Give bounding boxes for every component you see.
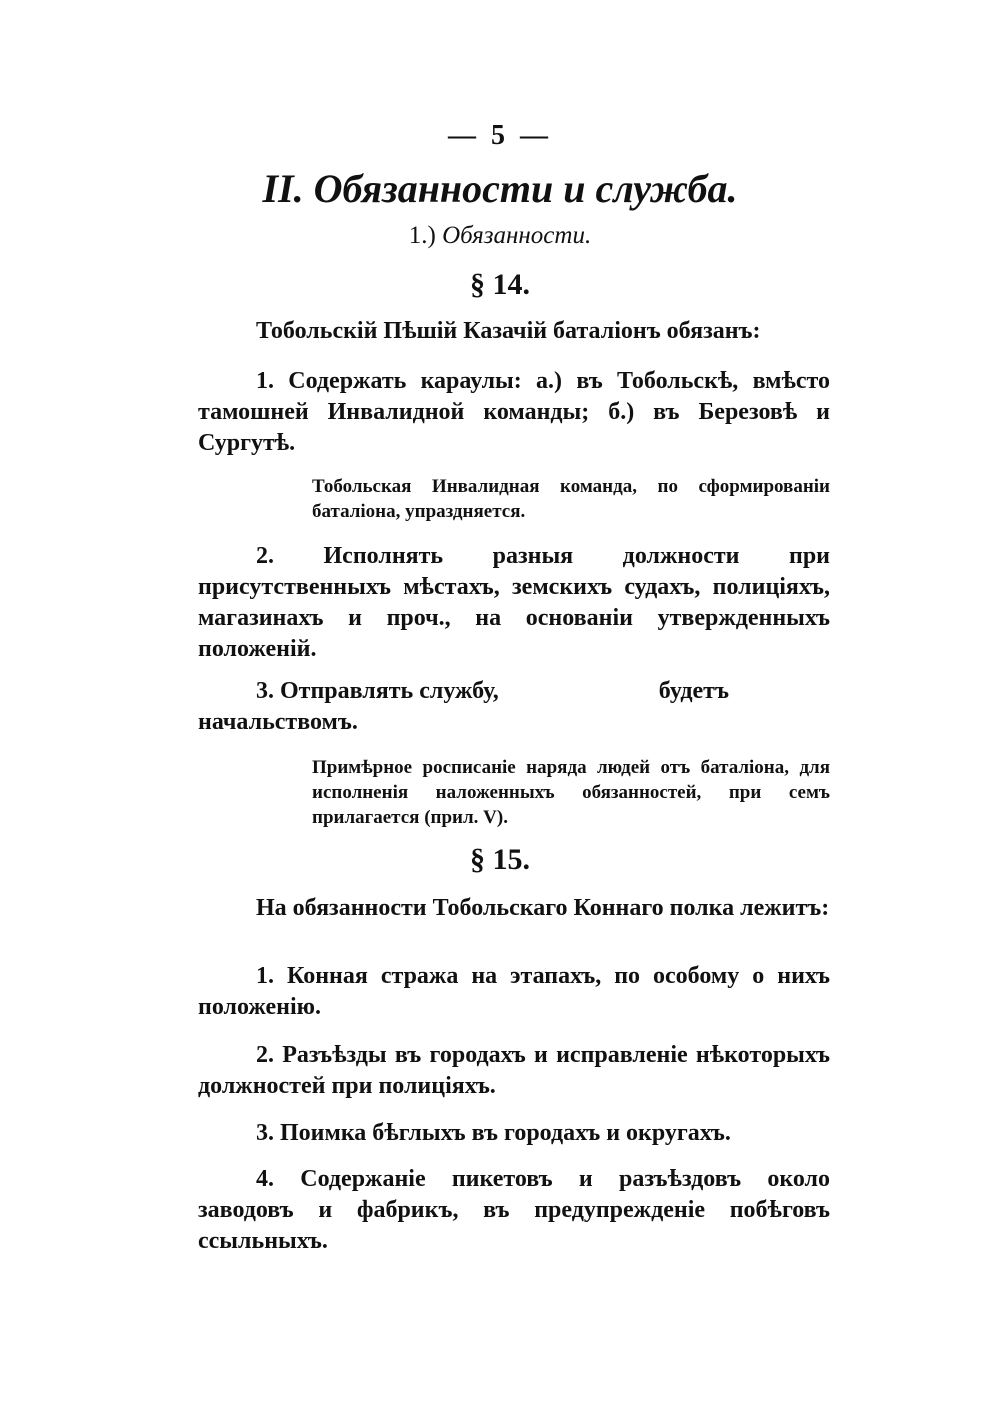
paragraph-15-item-2 [198, 1040, 830, 1102]
paragraph-15-item-2-text: 2. Разъѣзды въ городахъ и исправленіе нѣкоторыхъ должностей при полиціяхъ. [198, 1042, 830, 1099]
paragraph-14-item-3-end: начальствомъ. [198, 709, 358, 735]
paragraph-14-item-2 [198, 541, 830, 665]
paragraph-15-intro [198, 893, 830, 924]
paragraph-14-item-3-mid: будетъ [658, 678, 729, 704]
paragraph-15-item-4-text: 4. Содержаніе пикетовъ и разъѣздовъ около заводовъ и фабрикъ, въ предупрежденіе побѣговъ ссыльныхъ. [198, 1166, 830, 1254]
paragraph-15-item-3-text: 3. Поимка бѣглыхъ въ городахъ и округахъ. [256, 1120, 731, 1146]
paragraph-14-intro-text: Тобольскій Пѣшій Казачій баталіонъ обязанъ: [256, 318, 761, 344]
subsection-heading [0, 222, 1000, 250]
paragraph-15-sign: § 15. [470, 843, 530, 876]
section-title: II. Обязанности и служба. [262, 166, 738, 211]
subsection-title: Обязанности. [442, 222, 592, 249]
paragraph-14-sign: § 14. [470, 268, 530, 301]
paragraph-15-intro-text: На обязанности Тобольскаго Коннаго полка лежитъ: [256, 895, 830, 921]
page-number: — 5 — [448, 120, 552, 151]
paragraph-14-item-2-text: 2. Исполнять разныя должности при присутственныхъ мѣстахъ, земскихъ судахъ, полиціяхъ, магазинахъ и проч., на основаніи утвержденныхъ положеній. [198, 543, 830, 662]
paragraph-14-note-3: Примѣрное росписаніе наряда людей отъ баталіона, для исполненія наложенныхъ обязанностей, при семъ прилагается (прил. V). [312, 757, 830, 828]
paragraph-15-item-1-text: 1. Конная стража на этапахъ, по особому о нихъ положенію. [198, 963, 830, 1020]
paragraph-15-item-4 [198, 1164, 830, 1257]
subsection-number: 1.) [408, 222, 436, 249]
paragraph-14-item-3-start: 3. Отправлять службу, [256, 678, 499, 704]
paragraph-14-note-1: Тобольская Инвалидная команда, по сформированіи баталіона, упраздняется. [312, 476, 830, 522]
paragraph-15-item-3 [198, 1118, 830, 1149]
paragraph-15-item-1 [198, 961, 830, 1023]
paragraph-14-item-3 [198, 676, 830, 738]
paragraph-14-item-1-text: 1. Содержать караулы: а.) въ Тобольскѣ, вмѣсто тамошней Инвалидной команды; б.) въ Березовѣ и Сургутѣ. [198, 368, 830, 456]
paragraph-14-item-1 [198, 366, 830, 459]
paragraph-14-intro [198, 316, 830, 347]
